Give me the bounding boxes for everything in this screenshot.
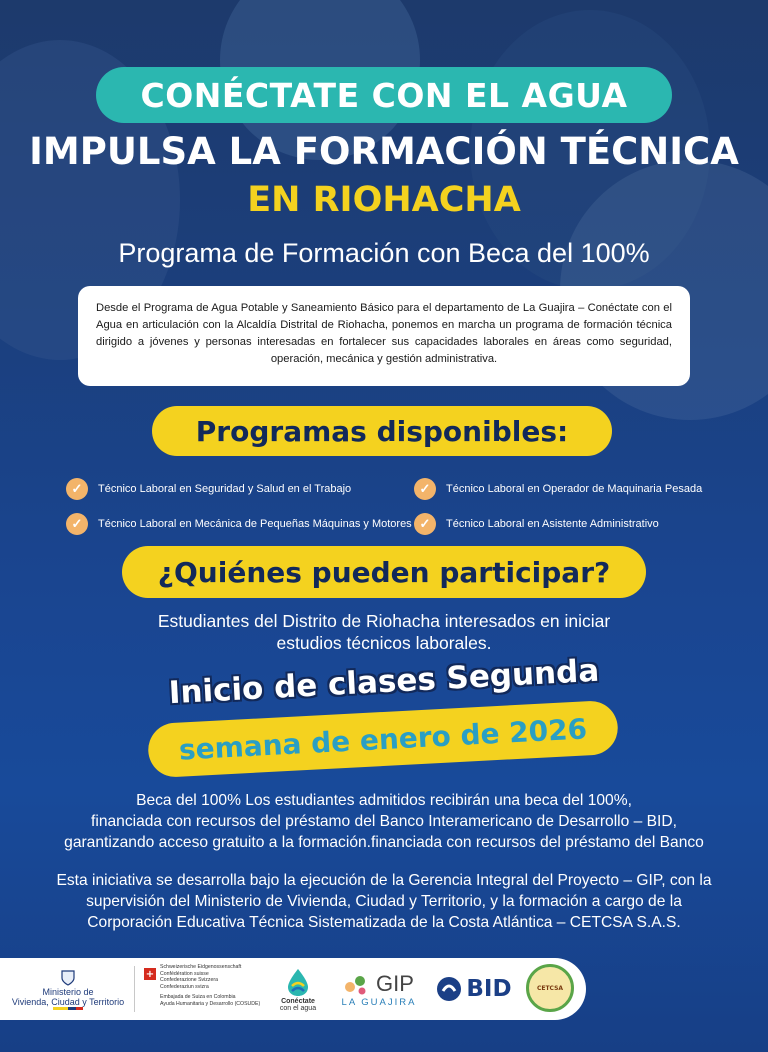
description-box: Desde el Programa de Agua Potable y Saneamiento Básico para el departamento de La Guajira – Conéctate con el Agua en articulación con la Alcaldía Distrital de Riohacha, ponemos en marcha un programa de formación técnica dirigido a jóvenes y personas interesadas en fortalecer sus capacidades laborales en áreas como seguridad, operación, mecánica y gestión administrativa.	[78, 286, 690, 386]
colombia-flag-stripe-icon	[53, 1007, 83, 1010]
main-title-city: EN RIOHACHA	[247, 180, 521, 220]
execution-text	[20, 870, 748, 933]
suiza-line: Embajada de Suiza en Colombia	[160, 994, 236, 1000]
execution-line: Esta iniciativa se desarrolla bajo la ejecución de la Gerencia Integral del Proyecto – GIP, con la	[56, 872, 712, 889]
dots-icon	[344, 973, 370, 995]
who-heading-pill	[122, 546, 646, 598]
who-line: Estudiantes del Distrito de Riohacha interesados en iniciar	[157, 611, 611, 631]
scholarship-line: financiada con recursos del préstamo del Banco Interamericano de Desarrollo – BID,	[91, 813, 677, 830]
suiza-line: Schweizerische Eidgenossenschaft	[160, 964, 242, 970]
suiza-line: Confédération suisse	[160, 970, 209, 977]
gip-mark	[344, 971, 414, 997]
coat-of-arms-icon	[59, 969, 77, 987]
campaign-pill-text: CONÉCTATE CON EL AGUA	[140, 75, 628, 115]
campaign-pill	[96, 67, 672, 123]
execution-line: Corporación Educativa Técnica Sistematizada de la Costa Atlántica – CETCSA S.A.S.	[87, 914, 681, 931]
conectate-line: Conéctate	[281, 998, 315, 1005]
ministerio-line: Ministerio de	[42, 986, 94, 997]
suiza-line: Confederazione Svizzera	[160, 977, 218, 983]
who-description	[0, 610, 768, 654]
program-item-label: Técnico Laboral en Seguridad y Salud en el Trabajo	[98, 483, 352, 495]
divider	[134, 966, 135, 1012]
suiza-logo	[144, 964, 264, 1014]
program-item	[66, 513, 412, 535]
conectate-line: con el agua	[279, 1005, 317, 1012]
programs-heading: Programas disponibles:	[195, 414, 569, 448]
scholarship-text	[20, 790, 748, 853]
program-item	[414, 478, 702, 500]
execution-line: supervisión del Ministerio de Vivienda, Ciudad y Territorio, y la formación a cargo de la	[86, 893, 682, 910]
ministerio-logo	[8, 964, 128, 1014]
gip-logo	[334, 964, 424, 1014]
suiza-text	[160, 964, 260, 1007]
swiss-cross-icon: +	[145, 968, 155, 980]
bid-emblem-icon	[436, 976, 462, 1002]
check-icon: ✓	[66, 513, 88, 535]
program-item-label: Técnico Laboral en Asistente Administrativo	[446, 518, 659, 530]
check-icon: ✓	[414, 513, 436, 535]
suiza-line: Ayuda Humanitaria y Desarrollo (COSUDE)	[160, 1000, 261, 1007]
ministerio-line: Vivienda, Ciudad y Territorio	[11, 996, 125, 1007]
program-item-label: Técnico Laboral en Mecánica de Pequeñas Máquinas y Motores	[98, 518, 412, 530]
start-heading: Inicio de clases Segunda	[167, 652, 601, 712]
conectate-logo	[270, 960, 326, 1018]
la-guajira-text: LA GUAJIRA	[341, 996, 417, 1008]
bid-text: BID	[466, 976, 512, 1002]
logo-strip	[0, 958, 586, 1020]
check-icon: ✓	[66, 478, 88, 500]
bid-logo	[434, 968, 514, 1010]
program-item	[414, 513, 659, 535]
water-drop-icon	[282, 966, 314, 998]
cetcsa-logo	[526, 964, 574, 1012]
programs-heading-pill	[152, 406, 612, 456]
program-item-label: Técnico Laboral en Operador de Maquinaria Pesada	[446, 483, 703, 495]
scholarship-line: Beca del 100% Los estudiantes admitidos recibirán una beca del 100%,	[136, 792, 632, 809]
subtitle: Programa de Formación con Beca del 100%	[118, 238, 650, 268]
main-title: IMPULSA LA FORMACIÓN TÉCNICA	[29, 130, 739, 173]
start-date-pill	[147, 700, 619, 779]
cetcsa-text: CETCSA	[536, 984, 564, 992]
who-line: estudios técnicos laborales.	[276, 633, 492, 653]
check-icon: ✓	[414, 478, 436, 500]
program-item	[66, 478, 351, 500]
who-heading: ¿Quiénes pueden participar?	[157, 555, 611, 589]
suiza-line: Confederaziun svizra	[160, 983, 209, 990]
start-date: semana de enero de 2026	[178, 711, 588, 767]
gip-text: GIP	[376, 970, 414, 996]
scholarship-line: garantizando acceso gratuito a la formación.financiada con recursos del préstamo del Banco	[64, 834, 704, 851]
